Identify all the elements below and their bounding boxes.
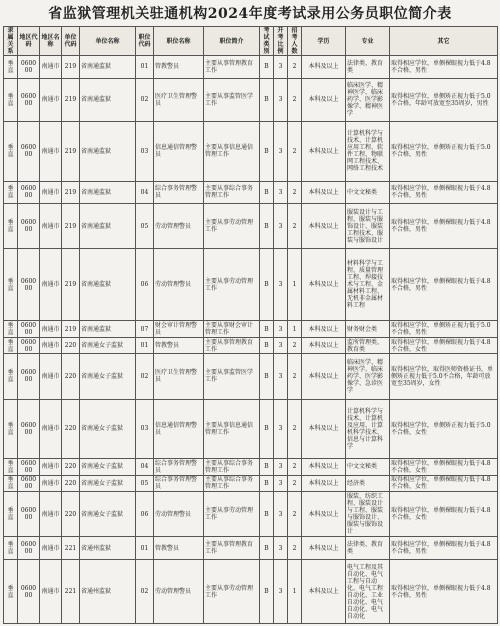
table-cell: 060000	[18, 354, 40, 399]
table-cell: 3	[274, 204, 288, 249]
table-cell: 04	[136, 181, 154, 204]
table-cell: 省南通监狱	[80, 78, 136, 121]
table-cell: 服装设计与工程、服装与服饰设计、服装工程技术、服装与服饰设计	[346, 204, 390, 249]
table-cell: 3	[274, 560, 288, 624]
header-cell: 学历	[302, 27, 346, 56]
table-cell: B	[260, 121, 274, 181]
table-cell: 本科及以上	[302, 56, 346, 79]
header-cell: 专业	[346, 27, 390, 56]
table-cell: 南通市	[40, 475, 62, 491]
table-cell: 3	[274, 492, 288, 537]
table-cell: 省通州监狱	[80, 537, 136, 560]
table-cell: 2	[288, 204, 302, 249]
table-cell: 省南通监狱	[80, 204, 136, 249]
table-cell: 信息通信管理警员	[154, 399, 204, 459]
table-cell: 省南通女子监狱	[80, 492, 136, 537]
table-cell: B	[260, 459, 274, 475]
table-cell: 财务财会类	[346, 321, 390, 337]
table-row	[4, 56, 498, 79]
table-cell: 3	[274, 321, 288, 337]
table-cell: 垂直	[4, 249, 18, 321]
header-cell: 地区名称	[40, 27, 62, 56]
table-cell: 取得相应学位，单侧裸眼视力低于4.8不合格，女性	[390, 337, 498, 353]
table-cell: 060000	[18, 399, 40, 459]
header-cell: 单位名称	[80, 27, 136, 56]
table-cell: 060000	[18, 337, 40, 353]
table-cell: 02	[136, 354, 154, 399]
header-cell: 单位代码	[62, 27, 80, 56]
table-cell: 2	[288, 492, 302, 537]
table-cell: 01	[136, 56, 154, 79]
table-cell: 临床医学、精神医学、临床药学、医学影像学、精神医学	[346, 78, 390, 121]
table-cell: 省南通监狱	[80, 249, 136, 321]
table-cell: 垂直	[4, 204, 18, 249]
table-cell: 3	[274, 249, 288, 321]
table-cell: 主要从事综合事务管理工作	[204, 459, 260, 475]
table-cell: 06	[136, 492, 154, 537]
table-cell: 2	[288, 399, 302, 459]
table-cell: 取得相应学位，单侧裸眼视力低于4.8不合格，女性	[390, 475, 498, 491]
table-cell: 2	[288, 337, 302, 353]
table-cell: 本科及以上	[302, 204, 346, 249]
table-cell: 本科及以上	[302, 537, 346, 560]
table-cell: 取得相应学位，单侧矫正视力低于5.0不合格，女性	[390, 399, 498, 459]
table-cell: 主要从事信息通信管理工作	[204, 399, 260, 459]
table-cell: 南通市	[40, 204, 62, 249]
table-cell: 计算机科学与技术、计算机及应用、计算机科学技术、信息与计算科学	[346, 399, 390, 459]
table-cell: 3	[274, 475, 288, 491]
table-row	[4, 459, 498, 475]
table-cell: B	[260, 399, 274, 459]
table-cell: 05	[136, 204, 154, 249]
table-cell: 省南通监狱	[80, 321, 136, 337]
table-cell: 06	[136, 249, 154, 321]
table-cell: 管教警员	[154, 337, 204, 353]
table-cell: 信息通信管理警员	[154, 121, 204, 181]
table-cell: 垂直	[4, 56, 18, 79]
table-cell: 取得相应学位，单侧裸眼视力低于4.8不合格，男性	[390, 56, 498, 79]
table-cell: 主要从事信息通信管理工作	[204, 121, 260, 181]
table-cell: 1	[288, 560, 302, 624]
table-cell: 01	[136, 537, 154, 560]
table-cell: 060000	[18, 204, 40, 249]
table-cell: 060000	[18, 560, 40, 624]
page-title: 省监狱管理机关驻通机构2024年度考试录用公务员职位简介表	[48, 6, 452, 22]
table-row	[4, 492, 498, 537]
table-cell: 主要从事财会审计管理工作	[204, 321, 260, 337]
table-cell: 02	[136, 78, 154, 121]
positions-table	[3, 26, 498, 624]
table-cell: 2	[288, 459, 302, 475]
table-row	[4, 560, 498, 624]
table-cell: 南通市	[40, 492, 62, 537]
table-cell: 取得相应学位，单侧裸眼视力低于4.8不合格，女性	[390, 492, 498, 537]
table-cell: 省南通女子监狱	[80, 399, 136, 459]
table-row	[4, 249, 498, 321]
table-cell: 取得相应学位，取得医师资格证书，单侧矫正视力低于5.0不合格，年龄可放宽至35周岁，女性	[390, 354, 498, 399]
table-cell: 主要从事劳动管理工作	[204, 560, 260, 624]
table-cell: 取得相应学位，单侧裸眼视力低于4.8不合格，男性	[390, 181, 498, 204]
table-cell: 取得相应学位，单侧裸眼视力低于4.8不合格，女性	[390, 459, 498, 475]
table-cell: 060000	[18, 321, 40, 337]
table-cell: 综合事务管理警员	[154, 181, 204, 204]
table-cell: 2	[288, 354, 302, 399]
table-cell: 南通市	[40, 78, 62, 121]
table-cell: 2	[288, 78, 302, 121]
table-cell: 法律类、教育类	[346, 56, 390, 79]
table-cell: 3	[274, 337, 288, 353]
table-cell: 主要从事劳动管理工作	[204, 492, 260, 537]
table-cell: 05	[136, 475, 154, 491]
table-cell: 省南通监狱	[80, 56, 136, 79]
table-cell: B	[260, 354, 274, 399]
table-cell: 财会审计管理警员	[154, 321, 204, 337]
table-cell: 3	[274, 56, 288, 79]
table-row	[4, 121, 498, 181]
table-body	[4, 56, 498, 624]
table-cell: 本科及以上	[302, 337, 346, 353]
table-cell: B	[260, 321, 274, 337]
table-cell: 经济类	[346, 475, 390, 491]
table-row	[4, 399, 498, 459]
table-row	[4, 78, 498, 121]
table-cell: 南通市	[40, 354, 62, 399]
table-cell: B	[260, 492, 274, 537]
table-cell: 南通市	[40, 249, 62, 321]
table-cell: 060000	[18, 121, 40, 181]
table-cell: 本科及以上	[302, 354, 346, 399]
table-cell: 省南通女子监狱	[80, 475, 136, 491]
table-cell: 取得相应学位，单侧矫正视力低于5.0不合格，男性	[390, 121, 498, 181]
table-cell: 服装、纺织工程、服装设计与工程、服装与服饰设计、服装与服饰设计	[346, 492, 390, 537]
table-cell: 垂直	[4, 399, 18, 459]
table-cell: 220	[62, 492, 80, 537]
table-cell: 219	[62, 249, 80, 321]
table-cell: 07	[136, 321, 154, 337]
table-cell: 南通市	[40, 537, 62, 560]
table-cell: 03	[136, 121, 154, 181]
table-cell: 本科及以上	[302, 249, 346, 321]
table-cell: 省南通女子监狱	[80, 337, 136, 353]
table-cell: B	[260, 560, 274, 624]
table-cell: 电气工程及其自动化、电气工程与自动化、电气工程自动化、工业自动化、电气自动化、电气自动化	[346, 560, 390, 624]
table-cell: 219	[62, 321, 80, 337]
table-cell: 医疗卫生管理警员	[154, 78, 204, 121]
table-row	[4, 337, 498, 353]
table-cell: 取得相应学位，单侧矫正视力低于5.0不合格，男性	[390, 321, 498, 337]
table-cell: B	[260, 537, 274, 560]
table-row	[4, 181, 498, 204]
table-cell: 221	[62, 560, 80, 624]
table-cell: B	[260, 181, 274, 204]
table-cell: 省南通监狱	[80, 121, 136, 181]
table-cell: 03	[136, 399, 154, 459]
table-cell: 220	[62, 337, 80, 353]
table-cell: B	[260, 56, 274, 79]
table-cell: 劳动管理警员	[154, 249, 204, 321]
table-cell: 管教警员	[154, 56, 204, 79]
table-cell: 南通市	[40, 121, 62, 181]
table-cell: 主要从事劳动管理工作	[204, 204, 260, 249]
table-cell: 南通市	[40, 56, 62, 79]
table-cell: 主要从事综合事务管理工作	[204, 475, 260, 491]
table-cell: 2	[288, 475, 302, 491]
table-cell: 060000	[18, 249, 40, 321]
table-cell: 3	[274, 399, 288, 459]
table-cell: 060000	[18, 475, 40, 491]
table-cell: 中文文秘类	[346, 181, 390, 204]
table-cell: 060000	[18, 537, 40, 560]
table-cell: 临床医学、精神医学、临床药学、医学影像学、急诊医学	[346, 354, 390, 399]
table-cell: 综合事务管理警员	[154, 475, 204, 491]
table-cell: 医疗卫生管理警员	[154, 354, 204, 399]
table-cell: 1	[288, 321, 302, 337]
table-cell: 劳动管理警员	[154, 492, 204, 537]
table-cell: 垂直	[4, 321, 18, 337]
table-cell: 3	[274, 459, 288, 475]
table-row	[4, 537, 498, 560]
table-cell: 省南通女子监狱	[80, 459, 136, 475]
table-cell: 060000	[18, 78, 40, 121]
table-cell: 垂直	[4, 78, 18, 121]
table-cell: 管教警员	[154, 537, 204, 560]
table-cell: 04	[136, 459, 154, 475]
table-cell: 垂直	[4, 537, 18, 560]
table-cell: 南通市	[40, 459, 62, 475]
table-cell: 主要从事管理教育工作	[204, 56, 260, 79]
table-row	[4, 321, 498, 337]
table-cell: 2	[288, 537, 302, 560]
table-cell: 省通州监狱	[80, 560, 136, 624]
table-cell: 劳动管理警员	[154, 204, 204, 249]
table-row	[4, 354, 498, 399]
table-cell: 垂直	[4, 560, 18, 624]
table-cell: 2	[288, 56, 302, 79]
table-cell: 220	[62, 459, 80, 475]
table-cell: 南通市	[40, 399, 62, 459]
table-cell: 060000	[18, 459, 40, 475]
header-cell: 职位名称	[154, 27, 204, 56]
table-cell: 3	[274, 181, 288, 204]
header-cell: 职位代码	[136, 27, 154, 56]
table-cell: B	[260, 337, 274, 353]
table-cell: 221	[62, 537, 80, 560]
table-cell: 本科及以上	[302, 78, 346, 121]
table-cell: 垂直	[4, 354, 18, 399]
table-cell: 3	[274, 78, 288, 121]
table-cell: B	[260, 204, 274, 249]
table-cell: 本科及以上	[302, 121, 346, 181]
table-row	[4, 475, 498, 491]
table-cell: 主要从事管理教育工作	[204, 537, 260, 560]
table-cell: 219	[62, 181, 80, 204]
table-cell: 3	[274, 121, 288, 181]
table-cell: 3	[274, 354, 288, 399]
table-cell: 垂直	[4, 475, 18, 491]
table-cell: 本科及以上	[302, 459, 346, 475]
table-cell: 本科及以上	[302, 399, 346, 459]
table-cell: 南通市	[40, 321, 62, 337]
table-cell: 1	[288, 249, 302, 321]
table-cell: 省南通监狱	[80, 181, 136, 204]
table-cell: 计算机科学与技术、计算机应用工程、软件工程、物联网工程技术、网络工程技术	[346, 121, 390, 181]
table-cell: 本科及以上	[302, 492, 346, 537]
table-cell: 220	[62, 354, 80, 399]
table-cell: 垂直	[4, 459, 18, 475]
table-cell: 取得相应学位，单侧裸眼视力低于4.8不合格，男性	[390, 249, 498, 321]
table-cell: 219	[62, 204, 80, 249]
header-cell: 考试类别	[260, 27, 274, 56]
table-cell: 3	[274, 537, 288, 560]
table-cell: 南通市	[40, 337, 62, 353]
table-cell: 2	[288, 121, 302, 181]
header-cell: 隶属关系	[4, 27, 18, 56]
table-cell: 取得相应学位，单侧矫正视力低于5.0不合格，年龄可放宽至35周岁，男性	[390, 78, 498, 121]
table-cell: 中文文秘类	[346, 459, 390, 475]
table-cell: 南通市	[40, 560, 62, 624]
table-cell: 垂直	[4, 121, 18, 181]
table-cell: 取得相应学位，单侧裸眼视力低于4.8不合格，男性	[390, 537, 498, 560]
table-cell: 材料科学与工程、质量管理工程、焊接技术与工程、金属材料工程、无机非金属材料工程	[346, 249, 390, 321]
table-cell: 主要从事劳动管理工作	[204, 249, 260, 321]
table-cell: 02	[136, 560, 154, 624]
header-cell: 招考人数	[288, 27, 302, 56]
table-cell: 主要从事监管医学工作	[204, 78, 260, 121]
table-cell: 219	[62, 121, 80, 181]
table-cell: 060000	[18, 56, 40, 79]
table-cell: 060000	[18, 181, 40, 204]
table-cell: 本科及以上	[302, 321, 346, 337]
table-cell: 垂直	[4, 181, 18, 204]
table-cell: 主要从事监管医学工作	[204, 354, 260, 399]
header-cell: 开考比例	[274, 27, 288, 56]
header-cell: 其它	[390, 27, 498, 56]
table-cell: 综合事务管理警员	[154, 459, 204, 475]
table-cell: 01	[136, 337, 154, 353]
table-cell: B	[260, 475, 274, 491]
table-cell: 219	[62, 78, 80, 121]
table-cell: B	[260, 78, 274, 121]
table-cell: 219	[62, 56, 80, 79]
table-cell: 主要从事综合事务管理工作	[204, 181, 260, 204]
table-cell: B	[260, 249, 274, 321]
table-cell: 法律类、教育类	[346, 537, 390, 560]
table-cell: 本科及以上	[302, 475, 346, 491]
table-cell: 220	[62, 475, 80, 491]
header-cell: 地区代码	[18, 27, 40, 56]
table-cell: 取得相应学位，单侧裸眼视力低于4.8不合格，男性	[390, 204, 498, 249]
header-cell: 职位简介	[204, 27, 260, 56]
header-row	[4, 27, 498, 56]
table-cell: 劳动管理警员	[154, 560, 204, 624]
table-cell: 220	[62, 399, 80, 459]
table-row	[4, 204, 498, 249]
table-cell: 本科及以上	[302, 560, 346, 624]
table-cell: 本科及以上	[302, 181, 346, 204]
table-cell: 2	[288, 181, 302, 204]
table-cell: 南通市	[40, 181, 62, 204]
table-cell: 垂直	[4, 492, 18, 537]
table-cell: 监所管理类、教育类	[346, 337, 390, 353]
table-cell: 垂直	[4, 337, 18, 353]
table-cell: 主要从事管理教育工作	[204, 337, 260, 353]
table-cell: 取得相应学位，单侧裸眼视力低于4.8不合格，男性	[390, 560, 498, 624]
table-cell: 省南通女子监狱	[80, 354, 136, 399]
table-cell: 060000	[18, 492, 40, 537]
